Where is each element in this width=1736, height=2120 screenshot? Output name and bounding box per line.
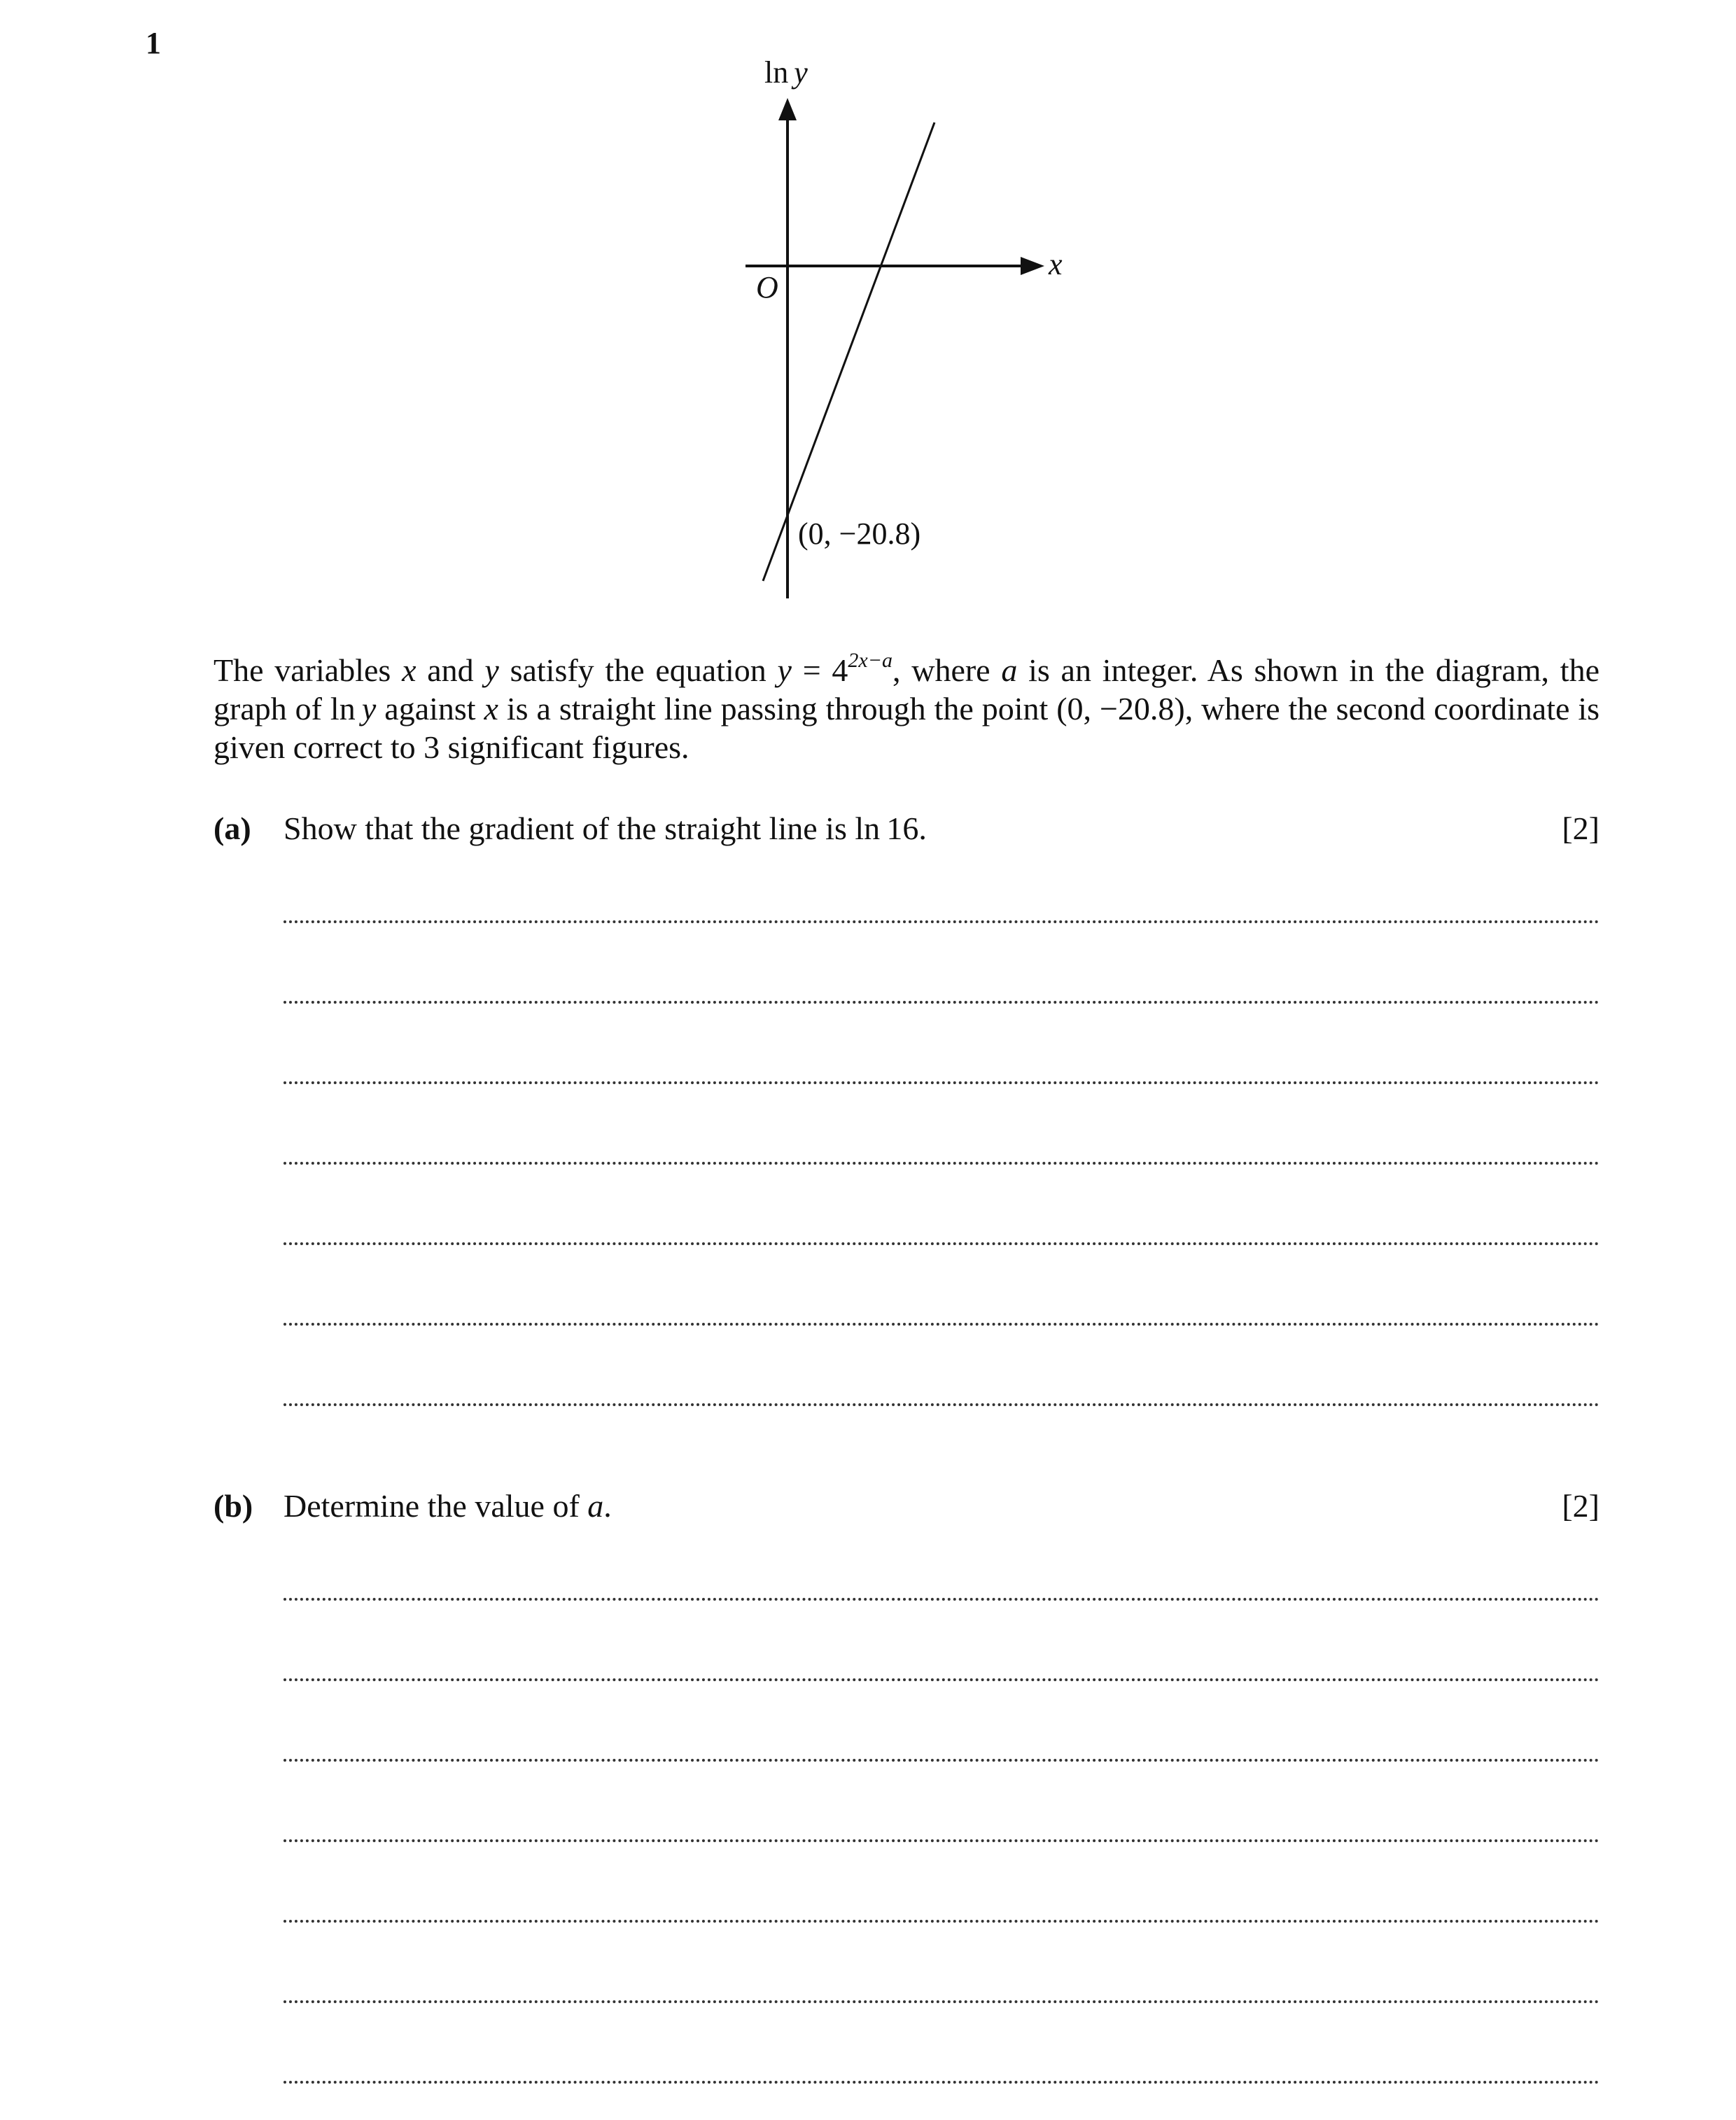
part-a — [214, 810, 1600, 852]
question-intro: The variables x and y satisfy the equation $y = 4^{2x-a}$, where a is an integer. As shown in the diagram, the graph of ln y against x is a straight line passing through the point (0, −20.8), where the second coordinate is given correct to 3 significant figures. — [214, 649, 1600, 765]
y-axis-label: ln y — [764, 55, 808, 90]
answer-line[interactable] — [284, 1839, 1600, 1842]
answer-line[interactable] — [284, 1678, 1600, 1681]
part-a-marks: [2] — [1562, 810, 1600, 846]
part-a-text: Show that the gradient of the straight line is ln 16. — [284, 810, 927, 846]
answer-line[interactable] — [284, 1920, 1600, 1923]
answer-line[interactable] — [284, 1323, 1600, 1326]
answer-line[interactable] — [284, 1598, 1600, 1601]
x-axis-arrow-icon — [1021, 257, 1044, 275]
exponent: 2x−a — [848, 649, 892, 672]
answer-line[interactable] — [284, 1001, 1600, 1004]
answer-line[interactable] — [284, 1759, 1600, 1762]
answer-line[interactable] — [284, 2081, 1600, 2084]
x-axis-label: x — [1049, 247, 1063, 281]
part-a-label: (a) — [214, 810, 251, 846]
question-number: 1 — [146, 26, 161, 60]
part-b-marks: [2] — [1562, 1488, 1600, 1524]
answer-line[interactable] — [284, 1081, 1600, 1084]
answer-line[interactable] — [284, 1242, 1600, 1245]
answer-line[interactable] — [284, 2000, 1600, 2003]
answer-line[interactable] — [284, 1162, 1600, 1165]
intercept-label: (0, −20.8) — [798, 517, 921, 551]
part-b-text: Determine the value of a. — [284, 1488, 612, 1524]
answer-line[interactable] — [284, 920, 1600, 923]
origin-label: O — [756, 270, 778, 304]
y-axis-arrow-icon — [778, 98, 797, 120]
part-b — [214, 1487, 1600, 1529]
answer-line[interactable] — [284, 1403, 1600, 1406]
part-b-label: (b) — [214, 1488, 253, 1524]
graph-diagram — [0, 0, 1736, 630]
